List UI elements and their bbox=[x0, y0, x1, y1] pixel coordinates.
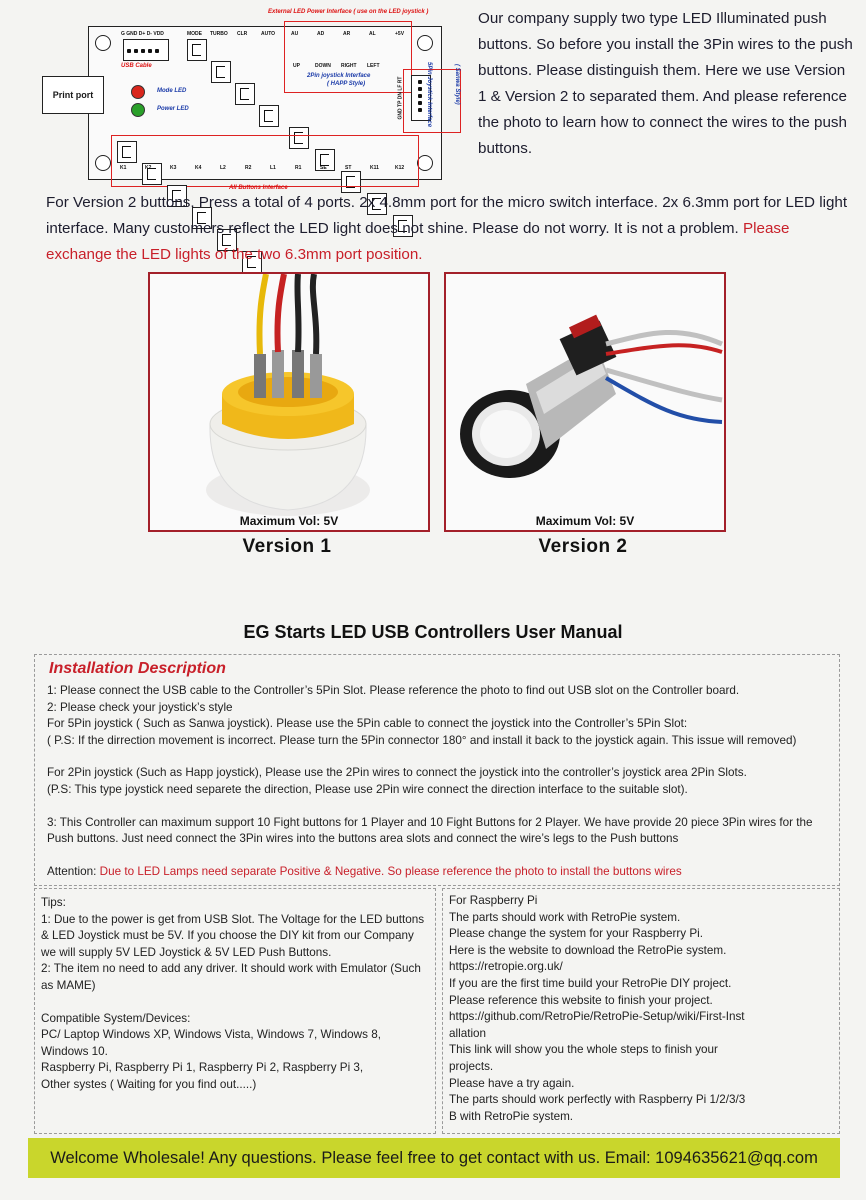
dir-sub-down: DOWN bbox=[315, 63, 331, 69]
rpi-line-2: The parts should work with RetroPie system. bbox=[449, 910, 681, 924]
button-slot-label: L2 bbox=[220, 165, 226, 171]
tips-line-2: 1: Due to the power is get from USB Slot. The Voltage for the LED buttons & LED Joystick must be 5V. If you choose the DIY kit from our Company we will supply 5V LED Joystick & 5V LED Push Buttons. bbox=[41, 912, 425, 959]
button-slot-label: K2 bbox=[145, 165, 152, 171]
two-pin-title: 2Pin joystick Interface bbox=[307, 73, 371, 79]
version2-photo bbox=[444, 272, 726, 532]
version2-red: Please exchange the LED lights of the two 6.3mm port position. bbox=[46, 220, 790, 263]
external-led-label: External LED Power Interface ( use on the LED joystick ) bbox=[268, 9, 429, 15]
intro-text: Our company supply two type LED Illuminated push buttons. So before you install the 3Pin wires to the push buttons. Please distinguish them. Here we use Version 1 & Version 2 to separated them. And please reference the photo to learn how to connect the wires to the push buttons. bbox=[478, 10, 853, 157]
compat-line-3: Raspberry Pi, Raspberry Pi 1, Raspberry Pi 2, Raspberry Pi 3, bbox=[41, 1061, 364, 1075]
rpi-line-9: This link will show you the whole steps to finish your projects. bbox=[449, 1043, 718, 1073]
dir-label-ar: AR bbox=[343, 31, 351, 37]
mount-hole-icon bbox=[95, 35, 111, 51]
yellow-led-button-illustration bbox=[150, 274, 428, 530]
chrome-led-button-illustration bbox=[446, 274, 724, 530]
func-label-mode: MODE bbox=[187, 31, 202, 37]
turbo-slot bbox=[211, 61, 231, 83]
dir-sub-right: RIGHT bbox=[341, 63, 357, 69]
button-slot-label: R2 bbox=[245, 165, 252, 171]
rpi-line-1: For Raspberry Pi bbox=[449, 894, 538, 907]
rpi-line-7: Please reference this website to finish your project. bbox=[449, 993, 713, 1007]
button-slot-row bbox=[117, 141, 417, 181]
rpi-line-3: Please change the system for your Raspberry Pi. bbox=[449, 927, 703, 941]
dir-label-al: AL bbox=[369, 31, 376, 37]
power-led-label: Power LED bbox=[157, 106, 189, 112]
installation-text bbox=[47, 683, 833, 880]
usb-cable-label: USB Cable bbox=[121, 63, 152, 69]
dir-label-ad: AD bbox=[317, 31, 325, 37]
five-pin-pins: GND TP DN LF RT bbox=[397, 76, 404, 120]
installation-box bbox=[34, 654, 840, 886]
inst-line-5: For 2Pin joystick (Such as Happ joystick), Please use the 2Pin wires to connect the joystick into the controller’s joystick area 2Pin Slots. bbox=[47, 766, 747, 780]
button-slot-label: SE bbox=[320, 165, 327, 171]
controller-diagram bbox=[0, 0, 470, 195]
clr-slot bbox=[235, 83, 255, 105]
inst-line-3: For 5Pin joystick ( Such as Sanwa joystick). Please use the 5Pin cable to connect the joystick into the Controller’s 5Pin Slot: bbox=[47, 717, 688, 731]
tips-text bbox=[41, 895, 427, 1094]
inst-line-2: 2: Please check your joystick’s style bbox=[47, 700, 233, 714]
five-pin-title-text: 5Pin Joystick Interface bbox=[426, 62, 432, 128]
attention-line bbox=[47, 864, 833, 881]
dir-sub-up: UP bbox=[293, 63, 300, 69]
rpi-line-4: Here is the website to download the RetroPie system. bbox=[449, 943, 727, 957]
version2-caption: Maximum Vol: 5V bbox=[535, 514, 635, 528]
version1-caption: Maximum Vol: 5V bbox=[239, 514, 339, 528]
tips-box bbox=[34, 888, 436, 1134]
compat-line-1: Compatible System/Devices: bbox=[41, 1011, 191, 1025]
button-slot-label: L1 bbox=[270, 165, 276, 171]
controller-board bbox=[88, 26, 442, 191]
raspberry-text bbox=[449, 893, 749, 1125]
rpi-line-10: Please have a try again. bbox=[449, 1076, 575, 1090]
two-pin-sub: ( HAPP Style) bbox=[327, 81, 366, 87]
plus5v-label: +5V bbox=[395, 31, 405, 37]
func-label-clr: CLR bbox=[237, 31, 248, 37]
dir-sub-left: LEFT bbox=[367, 63, 380, 69]
five-pin-title bbox=[426, 62, 432, 128]
mode-led-icon bbox=[131, 85, 145, 99]
usb-header-label: G GND D+ D- VDD bbox=[121, 31, 164, 37]
compat-line-4: Other systes ( Waiting for you find out.....) bbox=[41, 1077, 257, 1091]
func-label-auto: AUTO bbox=[261, 31, 276, 37]
attention-label: Attention: bbox=[47, 864, 100, 878]
inst-line-7: 3: This Controller can maximum support 10 Fight buttons for 1 Player and 10 Fight Buttons for 2 Player. We have provide 20 piece 3Pin wires for the Push buttons. Just need connect the 3Pin wires into the buttons area slots and connect the wire’s legs to the Push buttons bbox=[47, 815, 813, 846]
button-slot-label: K11 bbox=[370, 165, 379, 171]
button-slot-label: K12 bbox=[395, 165, 405, 171]
rpi-line-8: https://github.com/RetroPie/RetroPie-Setup/wiki/First-Installation bbox=[449, 1010, 745, 1040]
usb-connector bbox=[123, 39, 169, 61]
mount-hole-icon bbox=[417, 35, 433, 51]
version2-label: Version 2 bbox=[538, 536, 628, 557]
raspberry-box bbox=[442, 888, 840, 1134]
tips-line-1: Tips: bbox=[41, 896, 66, 909]
manual-title: EG Starts LED USB Controllers User Manual bbox=[243, 622, 623, 642]
dir-label-au: AU bbox=[291, 31, 299, 37]
mount-hole-icon bbox=[95, 155, 111, 171]
version1-photo bbox=[148, 272, 430, 532]
version1-label: Version 1 bbox=[242, 536, 332, 557]
five-pin-sub-text: ( Sanwa Style) bbox=[454, 64, 460, 105]
mount-hole-icon bbox=[417, 155, 433, 171]
button-slot-label: R1 bbox=[295, 165, 302, 171]
power-led-icon bbox=[131, 103, 145, 117]
auto-slot bbox=[259, 105, 279, 127]
footer-banner: Welcome Wholesale! Any questions. Please feel free to get contact with us. Email: 1094635621@qq.com bbox=[28, 1138, 840, 1178]
inst-line-4: ( P.S: If the dirrection movement is incorrect. Please turn the 5Pin connector 180° and install it back to the joystick again. This issue will removed) bbox=[47, 733, 797, 747]
installation-heading: Installation Description bbox=[49, 660, 226, 677]
tips-line-3: 2: The item no need to add any driver. It should work with Emulator (Such as MAME) bbox=[41, 962, 421, 992]
rpi-line-6: If you are the first time build your RetroPie DIY project. bbox=[449, 976, 732, 990]
mode-slot bbox=[187, 39, 207, 61]
print-port: Print port bbox=[42, 76, 104, 114]
button-slot-label: K1 bbox=[120, 165, 127, 171]
compat-line-2: PC/ Laptop Windows XP, Windows Vista, Windows 7, Windows 8, Windows 10. bbox=[41, 1028, 381, 1058]
five-pin-sub bbox=[454, 64, 460, 114]
button-slot-label: K3 bbox=[170, 165, 177, 171]
button-slot-label: ST bbox=[345, 165, 352, 171]
func-label-turbo: TURBO bbox=[210, 31, 228, 37]
mode-led-label: Mode LED bbox=[157, 88, 187, 94]
inst-line-1: 1: Please connect the USB cable to the Controller’s 5Pin Slot. Please reference the photo to find out USB slot on the Controller board. bbox=[47, 684, 740, 697]
button-slot-label: K4 bbox=[195, 165, 202, 171]
rpi-line-5: https://retropie.org.uk/ bbox=[449, 960, 563, 974]
rpi-line-11: The parts should work perfectly with Raspberry Pi 1/2/3/3 B with RetroPie system. bbox=[449, 1093, 746, 1123]
all-buttons-label: All Buttons Interface bbox=[229, 185, 288, 191]
version2-text bbox=[46, 190, 856, 268]
button-slot bbox=[117, 141, 137, 163]
attention-red: Due to LED Lamps need separate Positive & Negative. So please reference the photo to install the buttons wires bbox=[99, 864, 682, 878]
inst-line-6: (P.S: This type joystick need separete the direction, Please use 2Pin wire connect the direction interface to the suitable slot). bbox=[47, 782, 688, 796]
version2-body: For Version 2 buttons. Press a total of 4 ports. 2x 4.8mm port for the micro switch interface. 2x 6.3mm port for LED light interface. Many customers reflect the LED light does not shine. Please do not worry. It is not a problem. bbox=[46, 194, 848, 237]
